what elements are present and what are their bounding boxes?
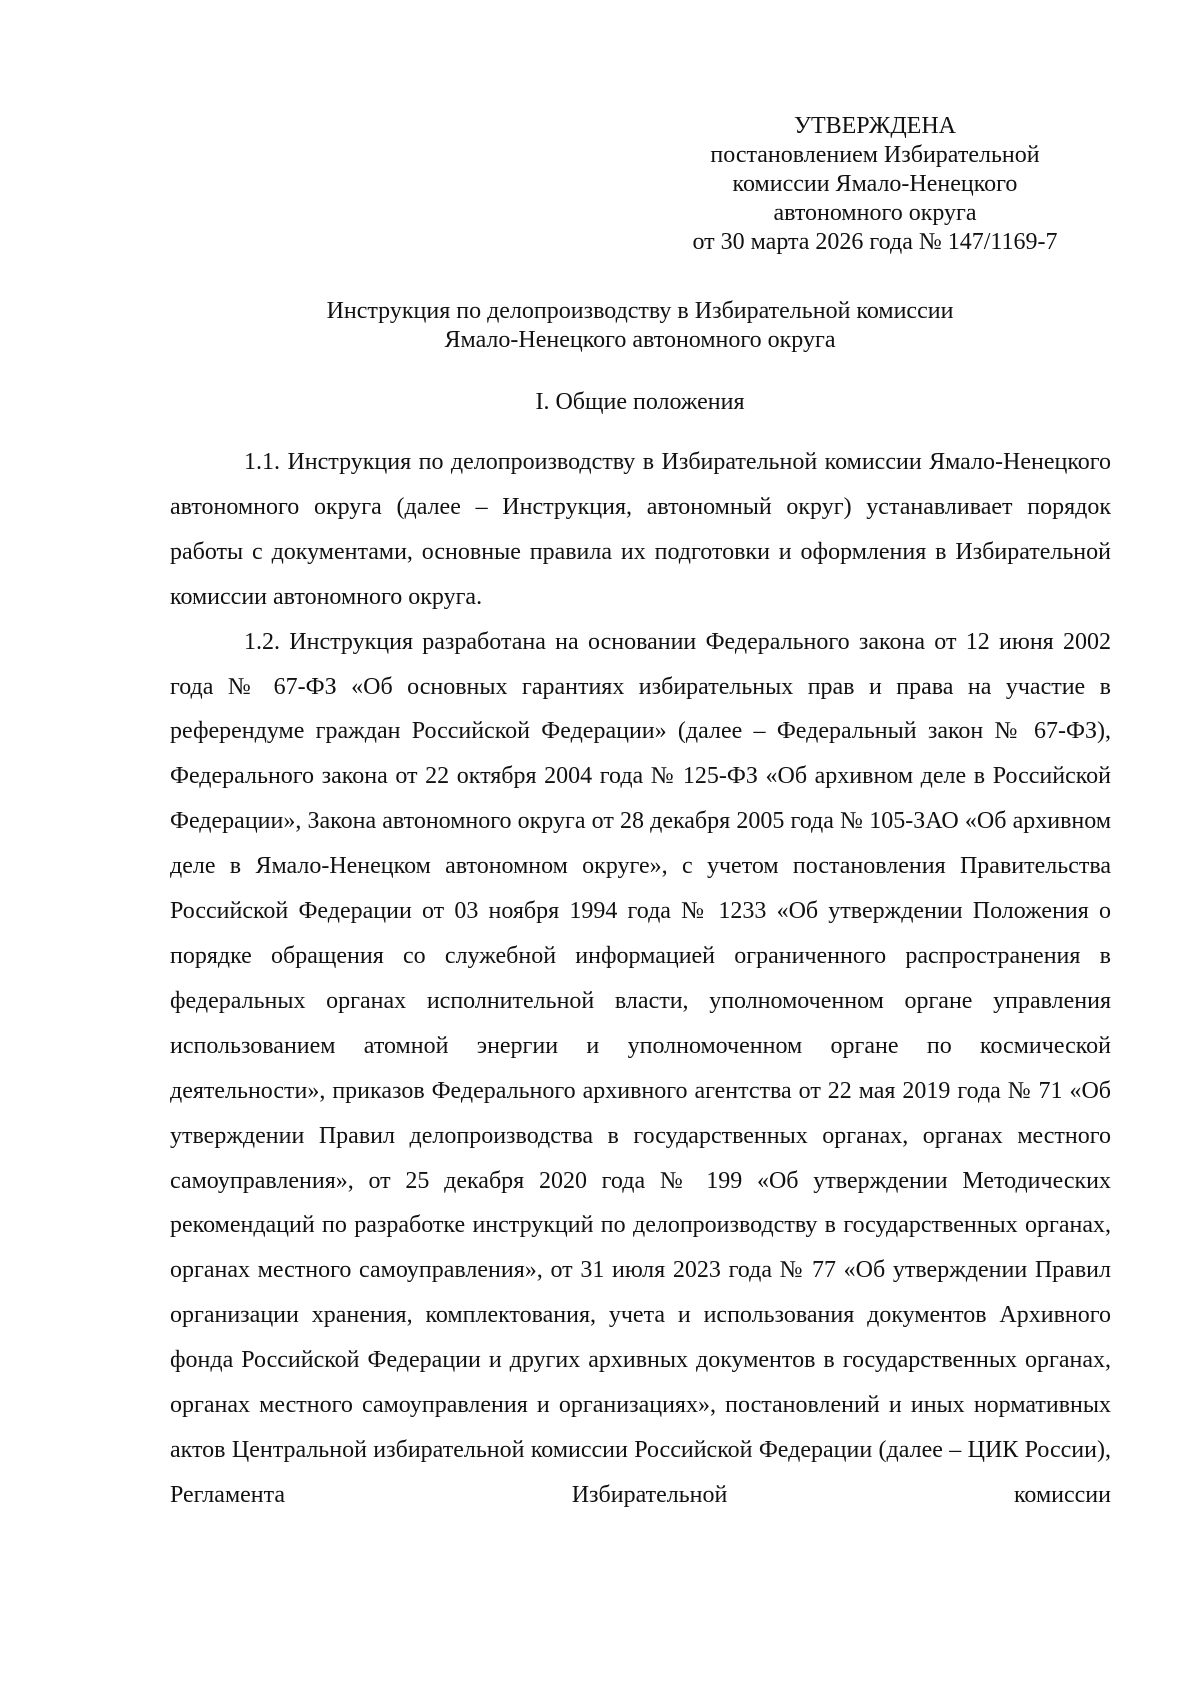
- approval-line: комиссии Ямало-Ненецкого: [732, 171, 1018, 197]
- approval-line: от 30 марта 2026 года № 147/1169-7: [692, 229, 1058, 255]
- approval-stamp-block: [665, 112, 1085, 257]
- paragraph-1-2: 1.2. Инструкция разработана на основании Федерального закона от 12 июня 2002 года № 67-ФЗ «Об основных гарантиях избирательных прав и права на участие в референдуме граждан Российской Федерации» (далее – Федеральный закон № 67-ФЗ), Федерального закона от 22 октября 2004 года № 125-ФЗ «Об архивном деле в Российской Федерации», Закона автономного округа от 28 декабря 2005 года № 105-ЗАО «Об архивном деле в Ямало-Ненецком автономном округе», с учетом постановления Правительства Российской Федерации от 03 ноября 1994 года № 1233 «Об утверждении Положения о порядке обращения со служебной информацией ограниченного распространения в федеральных органах исполнительной власти, уполномоченном органе управления использованием атомной энергии и уполномоченном органе по космической деятельности», приказов Федерального архивного агентства от 22 мая 2019 года № 71 «Об утверждении Правил делопроизводства в государственных органах, органах местного самоуправления», от 25 декабря 2020 года № 199 «Об утверждении Методических рекомендаций по разработке инструкций по делопроизводству в государственных органах, органах местного самоуправления», от 31 июля 2023 года № 77 «Об утверждении Правил организации хранения, комплектования, учета и использования документов Архивного фонда Российской Федерации и других архивных документов в государственных органах, органах местного самоуправления и организациях», постановлений и иных нормативных актов Центральной избирательной комиссии Российской Федерации (далее – ЦИК России), Регламента Избирательной комиссии: [170, 628, 1111, 1508]
- approval-line: постановлением Избирательной: [710, 142, 1040, 168]
- approval-line: УТВЕРЖДЕНА: [793, 113, 957, 139]
- approval-line: автономного округа: [773, 200, 977, 226]
- document-title-line: Инструкция по делопроизводству в Избирательной комиссии: [326, 298, 954, 324]
- section-heading: I. Общие положения: [535, 389, 745, 415]
- document-title: [170, 297, 1110, 355]
- document-body: [170, 440, 1111, 1518]
- document-title-line: Ямало-Ненецкого автономного округа: [444, 327, 836, 353]
- paragraph-1-1: 1.1. Инструкция по делопроизводству в Избирательной комиссии Ямало-Ненецкого автономного округа (далее – Инструкция, автономный округ) устанавливает порядок работы с документами, основные правила их подготовки и оформления в Избирательной комиссии автономного округа.: [170, 449, 1111, 610]
